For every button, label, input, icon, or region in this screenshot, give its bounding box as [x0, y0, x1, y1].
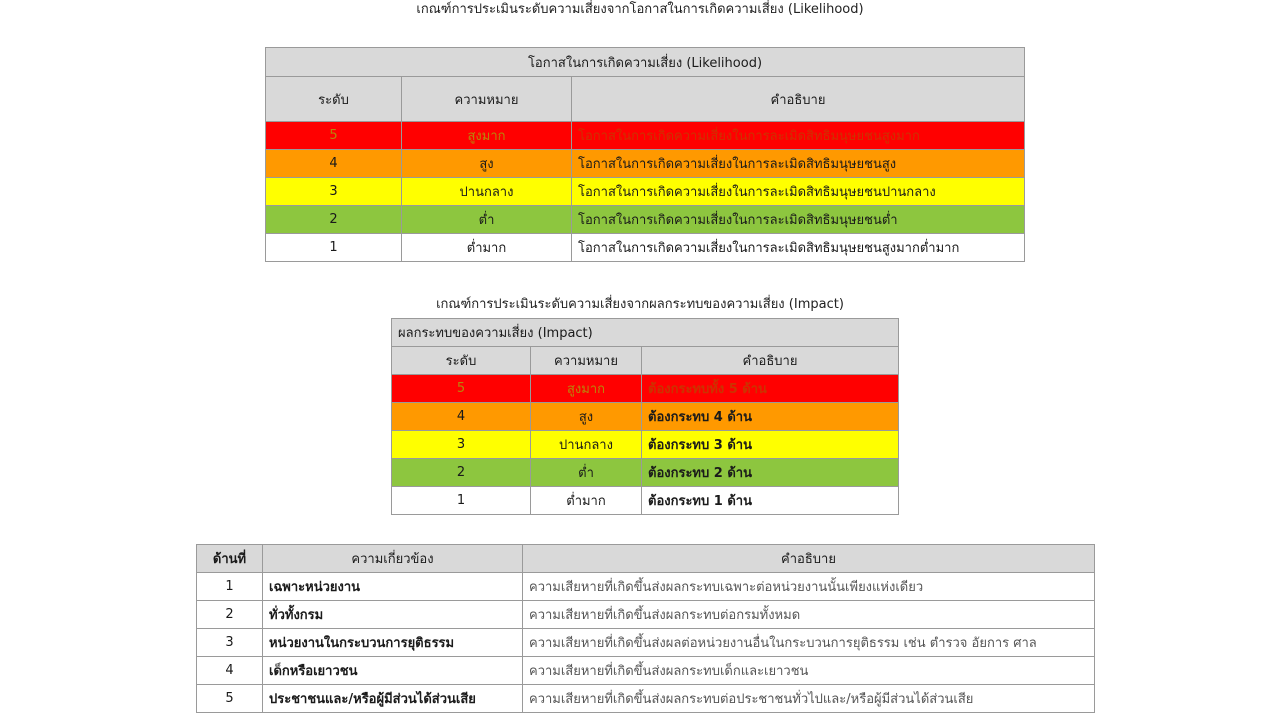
level-cell: 4	[392, 403, 531, 431]
table-row	[392, 487, 899, 515]
meaning-cell: ปานกลาง	[531, 431, 642, 459]
relation-cell: หน่วยงานในกระบวนการยุติธรรม	[263, 629, 523, 657]
level-cell: 3	[266, 178, 402, 206]
description-cell: ความเสียหายที่เกิดขึ้นส่งผลกระทบต่อกรมทั้งหมด	[523, 601, 1095, 629]
description-cell: โอกาสในการเกิดความเสี่ยงในการละเมิดสิทธิมนุษยชนสูง	[572, 150, 1025, 178]
meaning-cell: ต่ำ	[402, 206, 572, 234]
level-cell: 1	[266, 234, 402, 262]
impact-section-title: เกณฑ์การประเมินระดับความเสี่ยงจากผลกระทบของความเสี่ยง (Impact)	[436, 297, 844, 312]
level-cell: 1	[392, 487, 531, 515]
header-level: ระดับ	[266, 77, 402, 122]
table-row	[266, 178, 1025, 206]
impact-table-caption: ผลกระทบของความเสี่ยง (Impact)	[392, 319, 899, 347]
relation-cell: ประชาชนและ/หรือผู้มีส่วนได้ส่วนเสีย	[263, 685, 523, 713]
level-cell: 5	[392, 375, 531, 403]
relation-cell: ทั่วทั้งกรม	[263, 601, 523, 629]
description-cell: โอกาสในการเกิดความเสี่ยงในการละเมิดสิทธิมนุษยชนปานกลาง	[572, 178, 1025, 206]
description-cell: ความเสียหายที่เกิดขึ้นส่งผลต่อหน่วยงานอื่นในกระบวนการยุติธรรม เช่น ตำรวจ อัยการ ศาล	[523, 629, 1095, 657]
meaning-cell: ต่ำ	[531, 459, 642, 487]
meaning-cell: สูงมาก	[402, 122, 572, 150]
likelihood-section-title: เกณฑ์การประเมินระดับความเสี่ยงจากโอกาสในการเกิดความเสี่ยง (Likelihood)	[416, 2, 864, 17]
table-row	[197, 601, 1095, 629]
impact-table	[391, 318, 899, 515]
table-row	[266, 206, 1025, 234]
header-description: คำอธิบาย	[572, 77, 1025, 122]
table-row	[197, 657, 1095, 685]
header-description: คำอธิบาย	[642, 347, 899, 375]
table-row	[197, 573, 1095, 601]
level-cell: 3	[392, 431, 531, 459]
header-meaning: ความหมาย	[402, 77, 572, 122]
likelihood-table-caption: โอกาสในการเกิดความเสี่ยง (Likelihood)	[266, 48, 1025, 77]
dimension-no-cell: 1	[197, 573, 263, 601]
meaning-cell: สูงมาก	[531, 375, 642, 403]
dimension-no-cell: 2	[197, 601, 263, 629]
table-row	[197, 629, 1095, 657]
relation-cell: เด็กหรือเยาวชน	[263, 657, 523, 685]
meaning-cell: ต่ำมาก	[531, 487, 642, 515]
header-description: คำอธิบาย	[523, 545, 1095, 573]
table-row	[197, 685, 1095, 713]
description-cell: ต้องกระทบ 3 ด้าน	[642, 431, 899, 459]
description-cell: โอกาสในการเกิดความเสี่ยงในการละเมิดสิทธิมนุษยชนต่ำ	[572, 206, 1025, 234]
table-row	[392, 403, 899, 431]
meaning-cell: สูง	[402, 150, 572, 178]
table-row	[266, 150, 1025, 178]
relation-cell: เฉพาะหน่วยงาน	[263, 573, 523, 601]
dimension-no-cell: 3	[197, 629, 263, 657]
description-cell: ต้องกระทบ 2 ด้าน	[642, 459, 899, 487]
description-cell: โอกาสในการเกิดความเสี่ยงในการละเมิดสิทธิมนุษยชนสูงมาก	[572, 122, 1025, 150]
header-dimension-no: ด้านที่	[197, 545, 263, 573]
dimension-no-cell: 4	[197, 657, 263, 685]
table-row	[266, 234, 1025, 262]
description-cell: ต้องกระทบ 1 ด้าน	[642, 487, 899, 515]
description-cell: ความเสียหายที่เกิดขึ้นส่งผลกระทบเด็กและเยาวชน	[523, 657, 1095, 685]
meaning-cell: ต่ำมาก	[402, 234, 572, 262]
meaning-cell: ปานกลาง	[402, 178, 572, 206]
table-row	[392, 375, 899, 403]
table-row	[392, 431, 899, 459]
description-cell: โอกาสในการเกิดความเสี่ยงในการละเมิดสิทธิมนุษยชนสูงมากต่ำมาก	[572, 234, 1025, 262]
dimension-no-cell: 5	[197, 685, 263, 713]
meaning-cell: สูง	[531, 403, 642, 431]
level-cell: 4	[266, 150, 402, 178]
level-cell: 2	[392, 459, 531, 487]
description-cell: ความเสียหายที่เกิดขึ้นส่งผลกระทบเฉพาะต่อหน่วยงานนั้นเพียงแห่งเดียว	[523, 573, 1095, 601]
impact-dimension-table	[196, 544, 1095, 713]
description-cell: ความเสียหายที่เกิดขึ้นส่งผลกระทบต่อประชาชนทั่วไปและ/หรือผู้มีส่วนได้ส่วนเสีย	[523, 685, 1095, 713]
table-row	[392, 459, 899, 487]
table-row	[266, 122, 1025, 150]
header-level: ระดับ	[392, 347, 531, 375]
description-cell: ต้องกระทบ 4 ด้าน	[642, 403, 899, 431]
level-cell: 5	[266, 122, 402, 150]
description-cell: ต้องกระทบทั้ง 5 ด้าน	[642, 375, 899, 403]
level-cell: 2	[266, 206, 402, 234]
header-meaning: ความหมาย	[531, 347, 642, 375]
header-relation: ความเกี่ยวข้อง	[263, 545, 523, 573]
likelihood-table	[265, 47, 1025, 262]
